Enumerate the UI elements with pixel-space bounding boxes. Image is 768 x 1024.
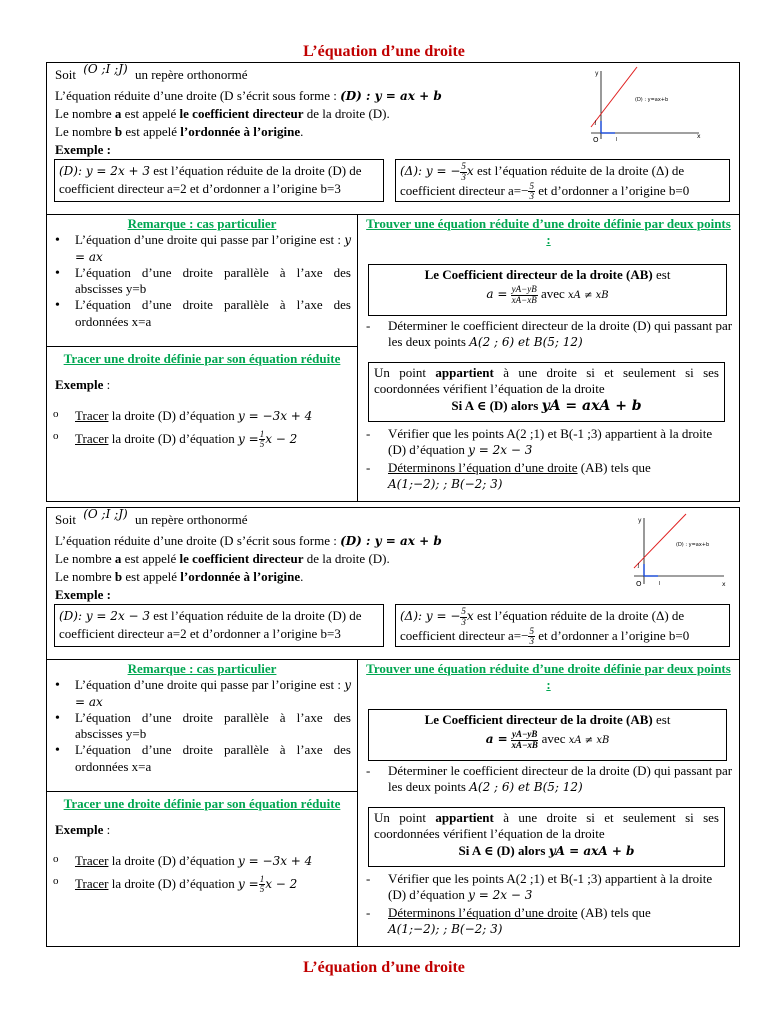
i-label: I	[616, 137, 618, 143]
example-box-2: (Δ): y = − $\frac{5}{3}$ x est l’équation réduite de la droite (Δ) de coefficient directeur a=− $\frac{5}{3}$ et d’ordonner a l’origine b=0	[395, 159, 730, 202]
line-label: (D) : y=ax+b	[635, 97, 669, 103]
list-item: • L’équation d’une droite parallèle à l’axe des abscisses y=b	[75, 265, 351, 298]
verifier-item: - Vérifier que les points A(2 ;1) et B(-1 ;3) appartient à la droite (D) d’équation y = 2x − 3	[366, 426, 733, 459]
determinons-item: - Déterminons l’équation d’une droite (AB) tels que A(1;−2); ; B(−2; 3)	[366, 905, 733, 938]
i-label: I	[659, 581, 661, 587]
remarque-list	[47, 232, 357, 330]
list-item: • L’équation d’une droite qui passe par l’origine est : y = ax	[75, 232, 351, 265]
tracer-list	[47, 408, 357, 450]
y-axis-label: y	[595, 70, 599, 77]
ordonnee-line: Le nombre b est appelé l’ordonnée à l’origine.	[55, 124, 304, 139]
x-axis-label: x	[697, 133, 701, 140]
coef-formula-box: Le Coefficient directeur de la droite (AB) est a = $\frac{yA-yB}{xA-xB}$ avec xA ≠ xB	[368, 264, 727, 316]
list-item: o Tracer la droite (D) d’équation y = $\frac{1}{5}$ x − 2	[75, 430, 357, 450]
exemple-label: Exemple :	[55, 142, 111, 157]
tracer-exemple-label: Exemple	[55, 822, 104, 838]
list-item: • L’équation d’une droite qui passe par l’origine est : y = ax	[75, 677, 351, 710]
left-column	[47, 214, 358, 501]
tracer-exemple-label: Exemple	[55, 377, 104, 393]
tracer-list	[47, 853, 357, 895]
coef-directeur-line: Le nombre a est appelé le coefficient directeur de la droite (D).	[55, 551, 390, 566]
determiner-item: - Déterminer le coefficient directeur de la droite (D) qui passant par les deux points A(2 ; 6) et B(5; 12)	[366, 318, 733, 351]
left-column	[47, 659, 358, 946]
origin-label: O	[636, 580, 642, 588]
right-column	[358, 214, 739, 501]
line-d	[634, 514, 686, 568]
remarque-section	[47, 214, 357, 347]
origin-label: O	[593, 136, 599, 144]
line-graph	[630, 510, 730, 592]
y-axis-label: y	[638, 517, 642, 524]
tracer-title: Tracer une droite définie par son équation réduite	[63, 796, 341, 811]
appartient-box: Un point appartient à une droite si et seulement si ses coordonnées vérifient l’équation de la droite Si A ∈ (D) alors yA = axA + b	[368, 807, 725, 867]
line-graph	[587, 63, 707, 149]
determinons-item: - Déterminons l’équation d’une droite (AB) tels que A(1;−2); ; B(−2; 3)	[366, 460, 733, 493]
determiner-item: - Déterminer le coefficient directeur de la droite (D) qui passant par les deux points A(2 ; 6) et B(5; 12)	[366, 763, 733, 796]
tracer-section: Tracer une droite définie par son équation réduite Exemple : o Tracer la droite (D) d’équation y = −3x + 4 o Tracer la droite (D) d’équation y = $\frac{1}{5}$ x − 2	[47, 347, 357, 450]
example-box-2: (Δ): y = − $\frac{5}{3}$ x est l’équation réduite de la droite (Δ) de coefficient directeur a=− $\frac{5}{3}$ et d’ordonner a l’origine b=0	[395, 604, 730, 647]
line-label: (D) : y=ax+b	[676, 542, 710, 548]
coef-formula-box: Le Coefficient directeur de la droite (AB) est a = $\frac{yA-yB}{xA-xB}$ avec xA ≠ xB	[368, 709, 727, 761]
footer-title: L’équation d’une droite	[303, 959, 465, 976]
tracer-title: Tracer une droite définie par son équation réduite	[63, 351, 341, 366]
j-label: J	[595, 120, 597, 126]
trouver-title: Trouver une équation réduite d’une droite définie par deux points :	[366, 216, 731, 248]
j-label: J	[638, 563, 640, 569]
remarque-title: Remarque : cas particulier	[127, 216, 277, 231]
list-item: o Tracer la droite (D) d’équation y = −3x + 4	[75, 408, 357, 424]
list-item: • L’équation d’une droite parallèle à l’axe des abscisses y=b	[75, 710, 351, 743]
list-item: • L’équation d’une droite parallèle à l’axe des ordonnées x=a	[75, 742, 351, 775]
list-item: • L’équation d’une droite parallèle à l’axe des ordonnées x=a	[75, 297, 351, 330]
example-box-1: (D): y = 2x + 3 est l’équation réduite de la droite (D) de coefficient directeur a=2 et d’ordonner a l’origine b=3	[54, 159, 384, 202]
exemple-label: Exemple :	[55, 587, 111, 602]
appartient-box: Un point appartient à une droite si et seulement si ses coordonnées vérifient l’équation de la droite Si A ∈ (D) alors yA = axA + b	[368, 362, 725, 422]
tracer-section: Tracer une droite définie par son équation réduite Exemple : o Tracer la droite (D) d’équation y = −3x + 4 o Tracer la droite (D) d’équation y = $\frac{1}{5}$ x − 2	[47, 792, 357, 895]
example-box-1: (D): y = 2x − 3 est l’équation réduite de la droite (D) de coefficient directeur a=2 et d’ordonner a l’origine b=3	[54, 604, 384, 647]
soit-label: Soit	[55, 67, 76, 82]
remarque-section	[47, 659, 357, 792]
repere-label: un repère orthonormé	[134, 67, 248, 82]
list-item: o Tracer la droite (D) d’équation y = −3x + 4	[75, 853, 357, 869]
page-title: L’équation d’une droite	[303, 43, 465, 60]
coef-directeur-line: Le nombre a est appelé le coefficient directeur de la droite (D).	[55, 106, 390, 121]
right-column	[358, 659, 739, 946]
repere-notation: (O ;I ;J)	[83, 62, 128, 76]
equation-form-formula: (D) : y = ax + b	[340, 89, 442, 103]
sheet-2	[46, 507, 740, 947]
list-item: o Tracer la droite (D) d’équation y = $\frac{1}{5}$ x − 2	[75, 875, 357, 895]
remarque-list	[47, 677, 357, 775]
trouver-title: Trouver une équation réduite d’une droite définie par deux points :	[366, 661, 731, 693]
remarque-title: Remarque : cas particulier	[127, 661, 277, 676]
sheet-1	[46, 62, 740, 502]
ordonnee-line: Le nombre b est appelé l’ordonnée à l’origine.	[55, 569, 304, 584]
verifier-item: - Vérifier que les points A(2 ;1) et B(-1 ;3) appartient à la droite (D) d’équation y = 2x − 3	[366, 871, 733, 904]
x-axis-label: x	[722, 581, 726, 588]
definition-section	[47, 63, 739, 215]
definition-section: Soit (O ;I ;J) un repère orthonormé L’équation réduite d’une droite (D s’écrit sous forme : (D) : y = ax + b Le nombre a est appelé le coefficient directeur de la droite (D). Le nombre b est appelé l’ordonnée à l’origine. Exemple : (D): y = 2x − 3 est l’équation réduite de la droite (D) de coefficient directeur a=2 et d’ordonner a l’origine b=3 (Δ): y = − $\frac{5}{3}$ x est l’équation réduite de la droite (Δ) de coefficient directeur a=− $\frac{5}{3}$ et d’ordonner a l’origine b=0 y x O I J (D) : y=ax+b	[47, 508, 739, 660]
equation-form-label: L’équation réduite d’une droite (D s’écrit sous forme :	[55, 88, 337, 103]
